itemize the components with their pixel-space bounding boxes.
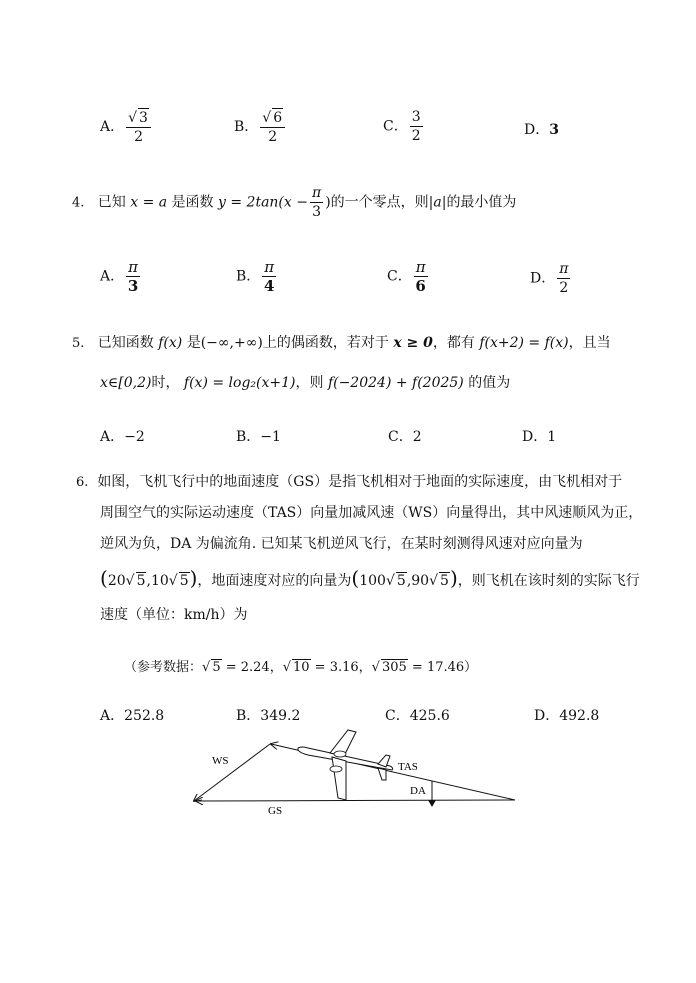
- gs-label: GS: [268, 805, 283, 817]
- question-6-line-5: 速度（单位：km/h）为: [100, 607, 248, 623]
- q3-option-c: C． $\frac{3}{2}$: [383, 109, 421, 144]
- q4-option-c: C． $\frac{\pi}{6}$: [387, 258, 426, 295]
- velocity-vector-diagram: [180, 722, 530, 822]
- question-6-number: 6.: [76, 475, 89, 490]
- q6-option-d: D．492.8: [534, 708, 600, 724]
- reference-data: （参考数据：√ 5 = 2.24，√ 10 = 3.16，√ 305 = 17.46）: [124, 656, 477, 675]
- question-6-line-2: 周围空气的实际运动速度（TAS）向量加减风速（WS）向量得出，其中风速顺风为正，: [100, 505, 643, 521]
- question-6-line-1: 6. 如图，飞机飞行中的地面速度（GS）是指飞机相对于地面的实际速度，由飞机相对于: [76, 474, 623, 490]
- q6-option-b: B．349.2: [236, 708, 301, 724]
- q5-option-b: B．−1: [236, 429, 281, 445]
- q4-option-d: D． $\frac{\pi}{2}$: [530, 261, 569, 296]
- q4-pi-over-3: $\frac{\pi}{3}$: [311, 185, 322, 220]
- airplane-icon: [298, 730, 393, 800]
- question-5-line-2: x∈[0,2)时， f(x) = log₂(x+1)，则 f(−2024) + f(2025) 的值为: [100, 375, 511, 391]
- question-6-line-3: 逆风为负，DA 为偏流角. 已知某飞机逆风飞行，在某时刻测得风速对应向量为: [100, 536, 583, 552]
- q3-option-b-fraction: √ $\frac{6}{2}$: [260, 108, 285, 146]
- q4-option-a: A． $\frac{\pi}{3}$: [100, 258, 139, 295]
- gs-vector: [196, 800, 515, 801]
- da-arrowhead: [428, 800, 436, 807]
- q3-option-a: A． √ $\frac{3}{2}$: [100, 108, 153, 146]
- q3-option-c-fraction: $\frac{3}{2}$: [411, 109, 421, 144]
- q3-option-d: D．3: [524, 122, 559, 138]
- q4-option-b: B． $\frac{\pi}{4}$: [236, 258, 275, 295]
- ws-label: WS: [212, 755, 229, 767]
- q5-option-c: C．2: [388, 429, 422, 445]
- q5-option-d: D．1: [522, 429, 557, 445]
- question-6-line-4: (20√ 5,10√ 5)，地面速度对应的向量为(100√ 5,90√ 5)，则飞机在该时刻的实际飞行: [100, 566, 640, 590]
- question-5-number: 5.: [72, 336, 85, 351]
- ws-vector: [194, 744, 270, 801]
- q3-option-a-fraction: √ $\frac{3}{2}$: [126, 108, 151, 146]
- da-label: DA: [410, 785, 426, 797]
- question-4-number: 4.: [72, 195, 85, 211]
- q6-option-a: A．252.8: [100, 708, 165, 724]
- question-4: 4. 已知 x = a 是函数 y = 2tan(x − $\frac{\pi}{3}$ )的一个零点，则|a|的最小值为: [72, 185, 517, 220]
- q6-option-c: C．425.6: [385, 708, 450, 724]
- q3-option-b: B． √ $\frac{6}{2}$: [234, 108, 287, 146]
- tas-label: TAS: [398, 761, 418, 773]
- q5-option-a: A．−2: [100, 429, 145, 445]
- question-5-line-1: 5. 已知函数 f(x) 是(−∞,+∞)上的偶函数，若对于 x ≥ 0，都有 f(x+2) = f(x)，且当: [72, 335, 611, 351]
